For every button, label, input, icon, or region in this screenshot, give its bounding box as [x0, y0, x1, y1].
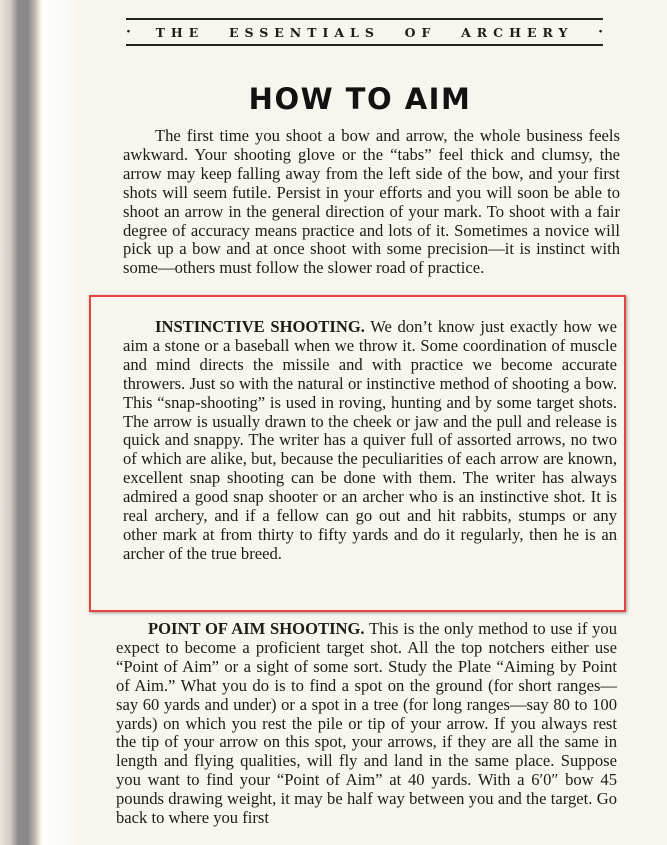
running-header [126, 18, 603, 46]
paragraph-instinctive-shooting [123, 318, 617, 564]
page-glare [42, 0, 82, 845]
book-binding-shadow [0, 0, 42, 845]
paragraph-intro [123, 127, 620, 278]
section-heading-point-of-aim: POINT OF AIM SHOOTING. [148, 619, 365, 638]
header-word: ESSENTIALS [228, 24, 380, 40]
section-heading-instinctive-shooting: INSTINCTIVE SHOOTING. [155, 317, 365, 336]
paragraph-point-of-aim [116, 620, 617, 828]
chapter-title: HOW TO AIM [248, 82, 472, 116]
header-ornament-right: · [598, 24, 603, 40]
paragraph-text: This is the only method to use if you expect to become a proficient target shot. All the top notchers either use “Point of Aim” or a sight of some sort. Study the Plate “Aiming by Point of Aim.” What you do is to find a spot on the ground (for short ranges—say 60 yards and under) or a spot in a tree (for long ranges—say 80 to 100 yards) on which you rest the pile or tip of your arrow. If you always rest the tip of your arrow on this spot, your arrows, if they are all the same in length and flying qualities, will fly and land in the same place. Suppose you want to find your “Point of Aim” at 40 yards. With a 6′0″ bow 45 pounds drawing weight, it may be half way between you and the target. Go back to where you first [116, 619, 617, 828]
header-ornament-left: · [126, 24, 131, 40]
header-word: THE [155, 24, 205, 40]
paragraph-text: We don’t know just exactly how we aim a stone or a baseball when we throw it. Some coordination of muscle and mind directs the missile and with practice we become accurate throwers. Just so with the natural or instinctive method of shooting a bow. This “snap-shooting” is used in roving, hunting and by some target shots. The arrow is usually drawn to the cheek or jaw and the pull and release is quick and snappy. The writer has a quiver full of assorted arrows, no two of which are alike, but, because the peculiarities of each arrow are known, excellent snap shooting can be done with them. The writer has always admired a good snap shooter or an archer who is an instinctive shot. It is real archery, and if a fellow can go out and hit rabbits, stumps or any other mark at from thirty to fifty yards and do it regularly, then he is an archer of the true breed. [123, 317, 617, 563]
header-word: ARCHERY [461, 24, 574, 40]
header-word: OF [404, 24, 437, 40]
paragraph-text: The first time you shoot a bow and arrow, the whole business feels awkward. Your shooting glove or the “tabs” feel thick and clumsy, the arrow may keep falling away from the left side of the bow, and your first shots will seem futile. Persist in your efforts and you will soon be able to shoot an arrow in the general direction of your mark. To shoot with a fair degree of accuracy means practice and lots of it. Sometimes a novice will pick up a bow and at once shoot with some precision—it is instinct with some—others must follow the slower road of practice. [123, 126, 620, 278]
